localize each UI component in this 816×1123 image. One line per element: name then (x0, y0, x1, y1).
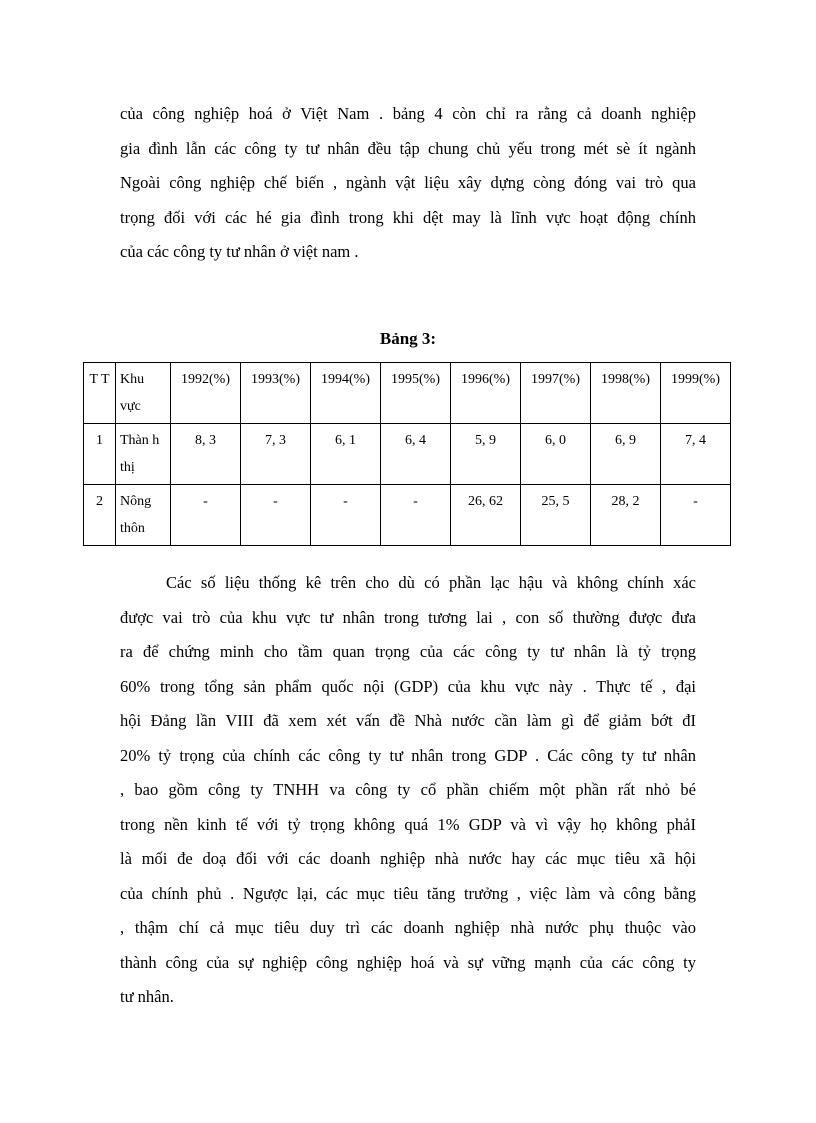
header-cell: Khu vực (116, 363, 171, 424)
paragraph-1 (120, 97, 696, 270)
table-cell: 28, 2 (591, 485, 661, 546)
paragraph-1-line: của các công ty tư nhân ở việt nam . (120, 242, 359, 261)
table-cell: 6, 9 (591, 424, 661, 485)
table-cell: 6, 1 (311, 424, 381, 485)
table-cell: 6, 4 (381, 424, 451, 485)
paragraph-2 (120, 566, 696, 1015)
table-cell: 8, 3 (171, 424, 241, 485)
header-cell: 1998(%) (591, 363, 661, 424)
paragraph-1-line: Ngoài công nghiệp chế biến , ngành vật liệu xây dựng còng đóng vai trò qua (120, 173, 696, 192)
table-cell: 7, 3 (241, 424, 311, 485)
table-row (84, 485, 731, 546)
paragraph-2-line: ra để chứng minh cho tầm quan trọng của các công ty tư nhân là tỷ trọng (120, 642, 696, 661)
table-cell: Nông thôn (116, 485, 171, 546)
paragraph-1-line: của công nghiệp hoá ở Việt Nam . bảng 4 còn chỉ ra rằng cả doanh nghiệp (120, 104, 696, 123)
data-table (83, 362, 731, 546)
header-cell: 1997(%) (521, 363, 591, 424)
table-cell: - (661, 485, 731, 546)
table-cell: 5, 9 (451, 424, 521, 485)
header-cell: 1993(%) (241, 363, 311, 424)
table-cell: Thàn h thị (116, 424, 171, 485)
table-caption: Bảng 3: (379, 329, 437, 348)
paragraph-2-line: 60% trong tổng sản phẩm quốc nội (GDP) của khu vực này . Thực tế , đại (120, 676, 696, 696)
header-cell: 1992(%) (171, 363, 241, 424)
paragraph-2-line: thành công của sự nghiệp công nghiệp hoá và sự vững mạnh của các công ty (120, 952, 696, 972)
paragraph-2-line: 20% tỷ trọng của chính các công ty tư nhân trong GDP . Các công ty tư nhân (120, 745, 696, 765)
paragraph-2-line: Các số liệu thống kê trên cho dù có phần lạc hậu và không chính xác (166, 573, 696, 592)
paragraph-2-line: trong nền kinh tế với tỷ trọng không quá 1% GDP và vì vậy họ không phảI (120, 814, 696, 834)
table-cell: 1 (84, 424, 116, 485)
paragraph-1-line: gia đình lẫn các công ty tư nhân đều tập chung chủ yếu trong mét sè ít ngành (120, 138, 696, 158)
paragraph-2-line: của chính phủ . Ngược lại, các mục tiêu tăng trưởng , việc làm và công bằng (120, 883, 696, 903)
header-cell: 1994(%) (311, 363, 381, 424)
header-cell: T T (84, 363, 116, 424)
table-cell: - (311, 485, 381, 546)
header-cell: 1999(%) (661, 363, 731, 424)
table-cell: 26, 62 (451, 485, 521, 546)
table-cell: - (171, 485, 241, 546)
paragraph-2-line: , thậm chí cả mục tiêu duy trì các doanh nghiệp nhà nước phụ thuộc vào (120, 918, 696, 937)
table-cell: 25, 5 (521, 485, 591, 546)
table-cell: 2 (84, 485, 116, 546)
paragraph-2-line: được vai trò của khu vực tư nhân trong tương lai , con số thường được đưa (120, 607, 696, 627)
paragraph-2-line: hội Đảng lần VIII đã xem xét vấn đề Nhà nước cần làm gì để giảm bớt đI (120, 711, 696, 730)
table-row (84, 424, 731, 485)
paragraph-2-line: , bao gồm công ty TNHH va công ty cổ phần chiếm một phần rất nhỏ bé (120, 780, 696, 799)
paragraph-1-line: trọng đối với các hé gia đình trong khi dệt may là lĩnh vực hoạt động chính (120, 207, 696, 227)
table-cell: - (241, 485, 311, 546)
table-cell: 6, 0 (521, 424, 591, 485)
table-cell: 7, 4 (661, 424, 731, 485)
paragraph-2-line: là mối đe doạ đối với các doanh nghiệp nhà nước hay các mục tiêu xã hội (120, 849, 696, 868)
table-cell: - (381, 485, 451, 546)
paragraph-2-line: tư nhân. (120, 987, 174, 1006)
table-header-row (84, 363, 731, 424)
header-cell: 1996(%) (451, 363, 521, 424)
header-cell: 1995(%) (381, 363, 451, 424)
